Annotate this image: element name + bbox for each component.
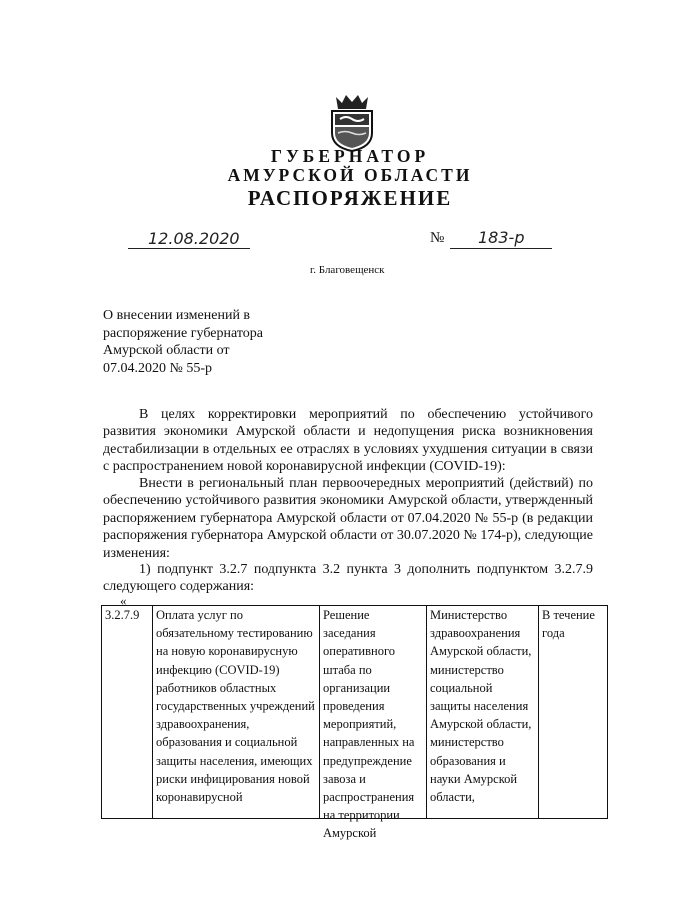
city-name: г. Благовещенск (310, 264, 385, 276)
opening-quote: « (120, 593, 127, 608)
body-paragraph (103, 406, 593, 476)
coat-of-arms-icon (328, 93, 376, 153)
measures-table (101, 605, 608, 841)
number-underline (450, 248, 552, 249)
subject-line: распоряжение губернатора (103, 325, 263, 341)
table-row (102, 606, 608, 819)
subject-line: Амурской области от (103, 343, 230, 358)
cell-responsible: Министерство здравоохранения Амурской области, министерство социальной защиты населения Амурской области, министерство образования и науки Амурской области, (427, 606, 539, 819)
header-title-governor: ГУБЕРНАТОР (270, 146, 430, 166)
date-underline (128, 248, 250, 249)
body-paragraph (103, 561, 593, 596)
cell-number: 3.2.7.9 (102, 606, 153, 819)
paragraph-text: Внести в региональный план первоочередных мероприятий (действий) по обеспечению устойчивого развития экономики Амурской области, утвержденный распоряжением губернатора Амурской области от 07.04.2020 № 55-р (в редакции распоряжения губернатора Амурской области от 30.07.2020 № 174-р), следующие изменения: (103, 476, 593, 561)
header-document-type: РАСПОРЯЖЕНИЕ (247, 186, 453, 210)
paragraph-text: 1) подпункт 3.2.7 подпункта 3.2 пункта 3 дополнить подпунктом 3.2.7.9 следующего содержания: (103, 562, 593, 595)
document-date: 12.08.2020 (148, 229, 240, 248)
cell-basis: Решение заседания оперативного штаба по организации проведения мероприятий, направленных на предупреждение завоза и распространения на территории Амурской (320, 606, 427, 819)
cell-deadline: В течение года (539, 606, 608, 819)
document-subject (103, 307, 263, 377)
body-paragraph (103, 475, 593, 562)
header-region: АМУРСКОЙ ОБЛАСТИ (227, 165, 473, 185)
document-number: 183-р (478, 228, 525, 247)
number-label: № (430, 230, 445, 246)
subject-line: О внесении изменений в (103, 308, 251, 323)
paragraph-text: В целях корректировки мероприятий по обеспечению устойчивого развития экономики Амурской области и недопущения риска возникновения дестабилизации в отдельных ее отраслях в условиях ухудшения ситуации в связи с распространением новой коронавирусной инфекции (COVID-19): (103, 407, 593, 475)
subject-line: 07.04.2020 № 55-р (103, 360, 213, 376)
cell-measure: Оплата услуг по обязательному тестированию на новую коронавирусную инфекцию (COVID-19) работников областных государственных учреждений здравоохранения, образования и социальной защиты населения, имеющих риски инфицирования новой коронавирусной (153, 606, 320, 819)
